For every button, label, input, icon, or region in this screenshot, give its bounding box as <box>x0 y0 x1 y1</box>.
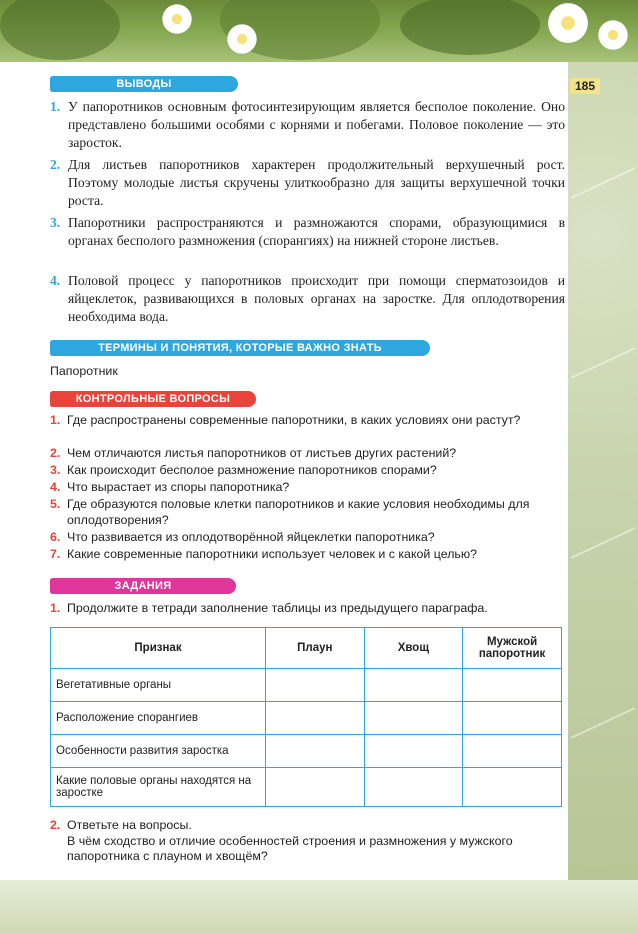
table-cell <box>364 669 463 702</box>
questions-heading: КОНТРОЛЬНЫЕ ВОПРОСЫ <box>50 391 256 407</box>
task-text: Продолжите в тетради заполнение таблицы из предыдущего параграфа. <box>67 601 488 615</box>
table-cell-label: Особенности развития заростка <box>51 735 266 768</box>
question-item <box>50 530 566 546</box>
question-text: Что вырастает из споры папоротника? <box>67 480 290 494</box>
leaf-texture-margin <box>568 62 638 934</box>
question-text: Где образуются половые клетки папоротников и какие условия необходимы для оплодотворения? <box>67 497 530 527</box>
table-cell <box>266 768 365 807</box>
page-number: 185 <box>570 78 600 94</box>
table-row <box>51 669 562 702</box>
terms-heading: ТЕРМИНЫ И ПОНЯТИЯ, КОТОРЫЕ ВАЖНО ЗНАТЬ <box>50 340 430 356</box>
conclusion-text: Папоротники распространяются и размножаются спорами, образующимися в органах бесполого размножения (спорангиях) на нижней стороне листьев. <box>68 215 565 248</box>
question-number: 3. <box>50 463 61 477</box>
table-cell-label: Какие половые органы находятся на заростке <box>51 768 266 807</box>
question-item <box>50 480 566 496</box>
conclusion-text: У папоротников основным фотосинтезирующим является бесполое поколение. Оно представлено большими особями с корнями и побегами. Половое поколение — это заросток. <box>68 99 565 150</box>
conclusion-item <box>50 272 565 326</box>
question-number: 4. <box>50 480 61 494</box>
table-cell <box>463 669 562 702</box>
question-number: 5. <box>50 497 61 511</box>
comparison-table <box>50 627 562 807</box>
question-number: 1. <box>50 413 61 427</box>
table-cell <box>266 669 365 702</box>
task-number: 2. <box>50 818 61 832</box>
tasks-heading: ЗАДАНИЯ <box>50 578 236 594</box>
table-cell <box>463 768 562 807</box>
conclusion-text: Для листьев папоротников характерен продолжительный верхушечный рост. Поэтому молодые листья скручены улиткообразно для защиты верхушечной точки роста. <box>68 157 565 208</box>
question-text: Чем отличаются листья папоротников от листьев других растений? <box>67 446 457 460</box>
conclusion-number: 4. <box>50 273 61 288</box>
conclusion-number: 3. <box>50 215 61 230</box>
question-item <box>50 497 566 528</box>
conclusion-item <box>50 156 565 210</box>
term-text: Папоротник <box>50 364 118 378</box>
conclusion-text: Половой процесс у папоротников происходит при помощи сперматозоидов и яйцеклеток, развивающихся в половых органах на заростке. Для оплодотворения необходима вода. <box>68 273 565 324</box>
table-row <box>51 735 562 768</box>
question-number: 7. <box>50 547 61 561</box>
table-cell <box>364 735 463 768</box>
question-item <box>50 463 566 479</box>
table-header: Мужской папоротник <box>463 628 562 669</box>
question-item <box>50 446 566 462</box>
task-text: Ответьте на вопросы. <box>67 818 192 832</box>
table-cell <box>266 702 365 735</box>
header-photo-banner <box>0 0 638 62</box>
task-item <box>50 601 566 617</box>
question-number: 2. <box>50 446 61 460</box>
task-item <box>50 818 566 865</box>
task-question-text: В чём сходство и отличие особенностей строения и размножения у мужского папоротника с плауном и хвощём? <box>67 833 513 863</box>
question-item <box>50 547 566 563</box>
table-cell <box>463 702 562 735</box>
table-cell <box>266 735 365 768</box>
table-cell <box>463 735 562 768</box>
question-text: Что развивается из оплодотворённой яйцеклетки папоротника? <box>67 530 435 544</box>
table-cell-label: Расположение спорангиев <box>51 702 266 735</box>
table-header: Признак <box>51 628 266 669</box>
table-header: Хвощ <box>364 628 463 669</box>
conclusion-item <box>50 98 565 152</box>
conclusion-number: 2. <box>50 157 61 172</box>
table-header: Плаун <box>266 628 365 669</box>
question-text: Какие современные папоротники использует человек и с какой целью? <box>67 547 478 561</box>
conclusion-item <box>50 214 565 250</box>
question-number: 6. <box>50 530 61 544</box>
table-row <box>51 702 562 735</box>
table-header-row <box>51 628 562 669</box>
leaf-texture-footer <box>0 880 638 934</box>
table-cell <box>364 702 463 735</box>
question-item <box>50 413 566 429</box>
task-number: 1. <box>50 601 61 615</box>
conclusion-number: 1. <box>50 99 61 114</box>
table-cell-label: Вегетативные органы <box>51 669 266 702</box>
table-row <box>51 768 562 807</box>
table-cell <box>364 768 463 807</box>
conclusions-heading: ВЫВОДЫ <box>50 76 238 92</box>
question-text: Где распространены современные папоротники, в каких условиях они растут? <box>67 413 521 427</box>
question-text: Как происходит бесполое размножение папоротников спорами? <box>67 463 437 477</box>
